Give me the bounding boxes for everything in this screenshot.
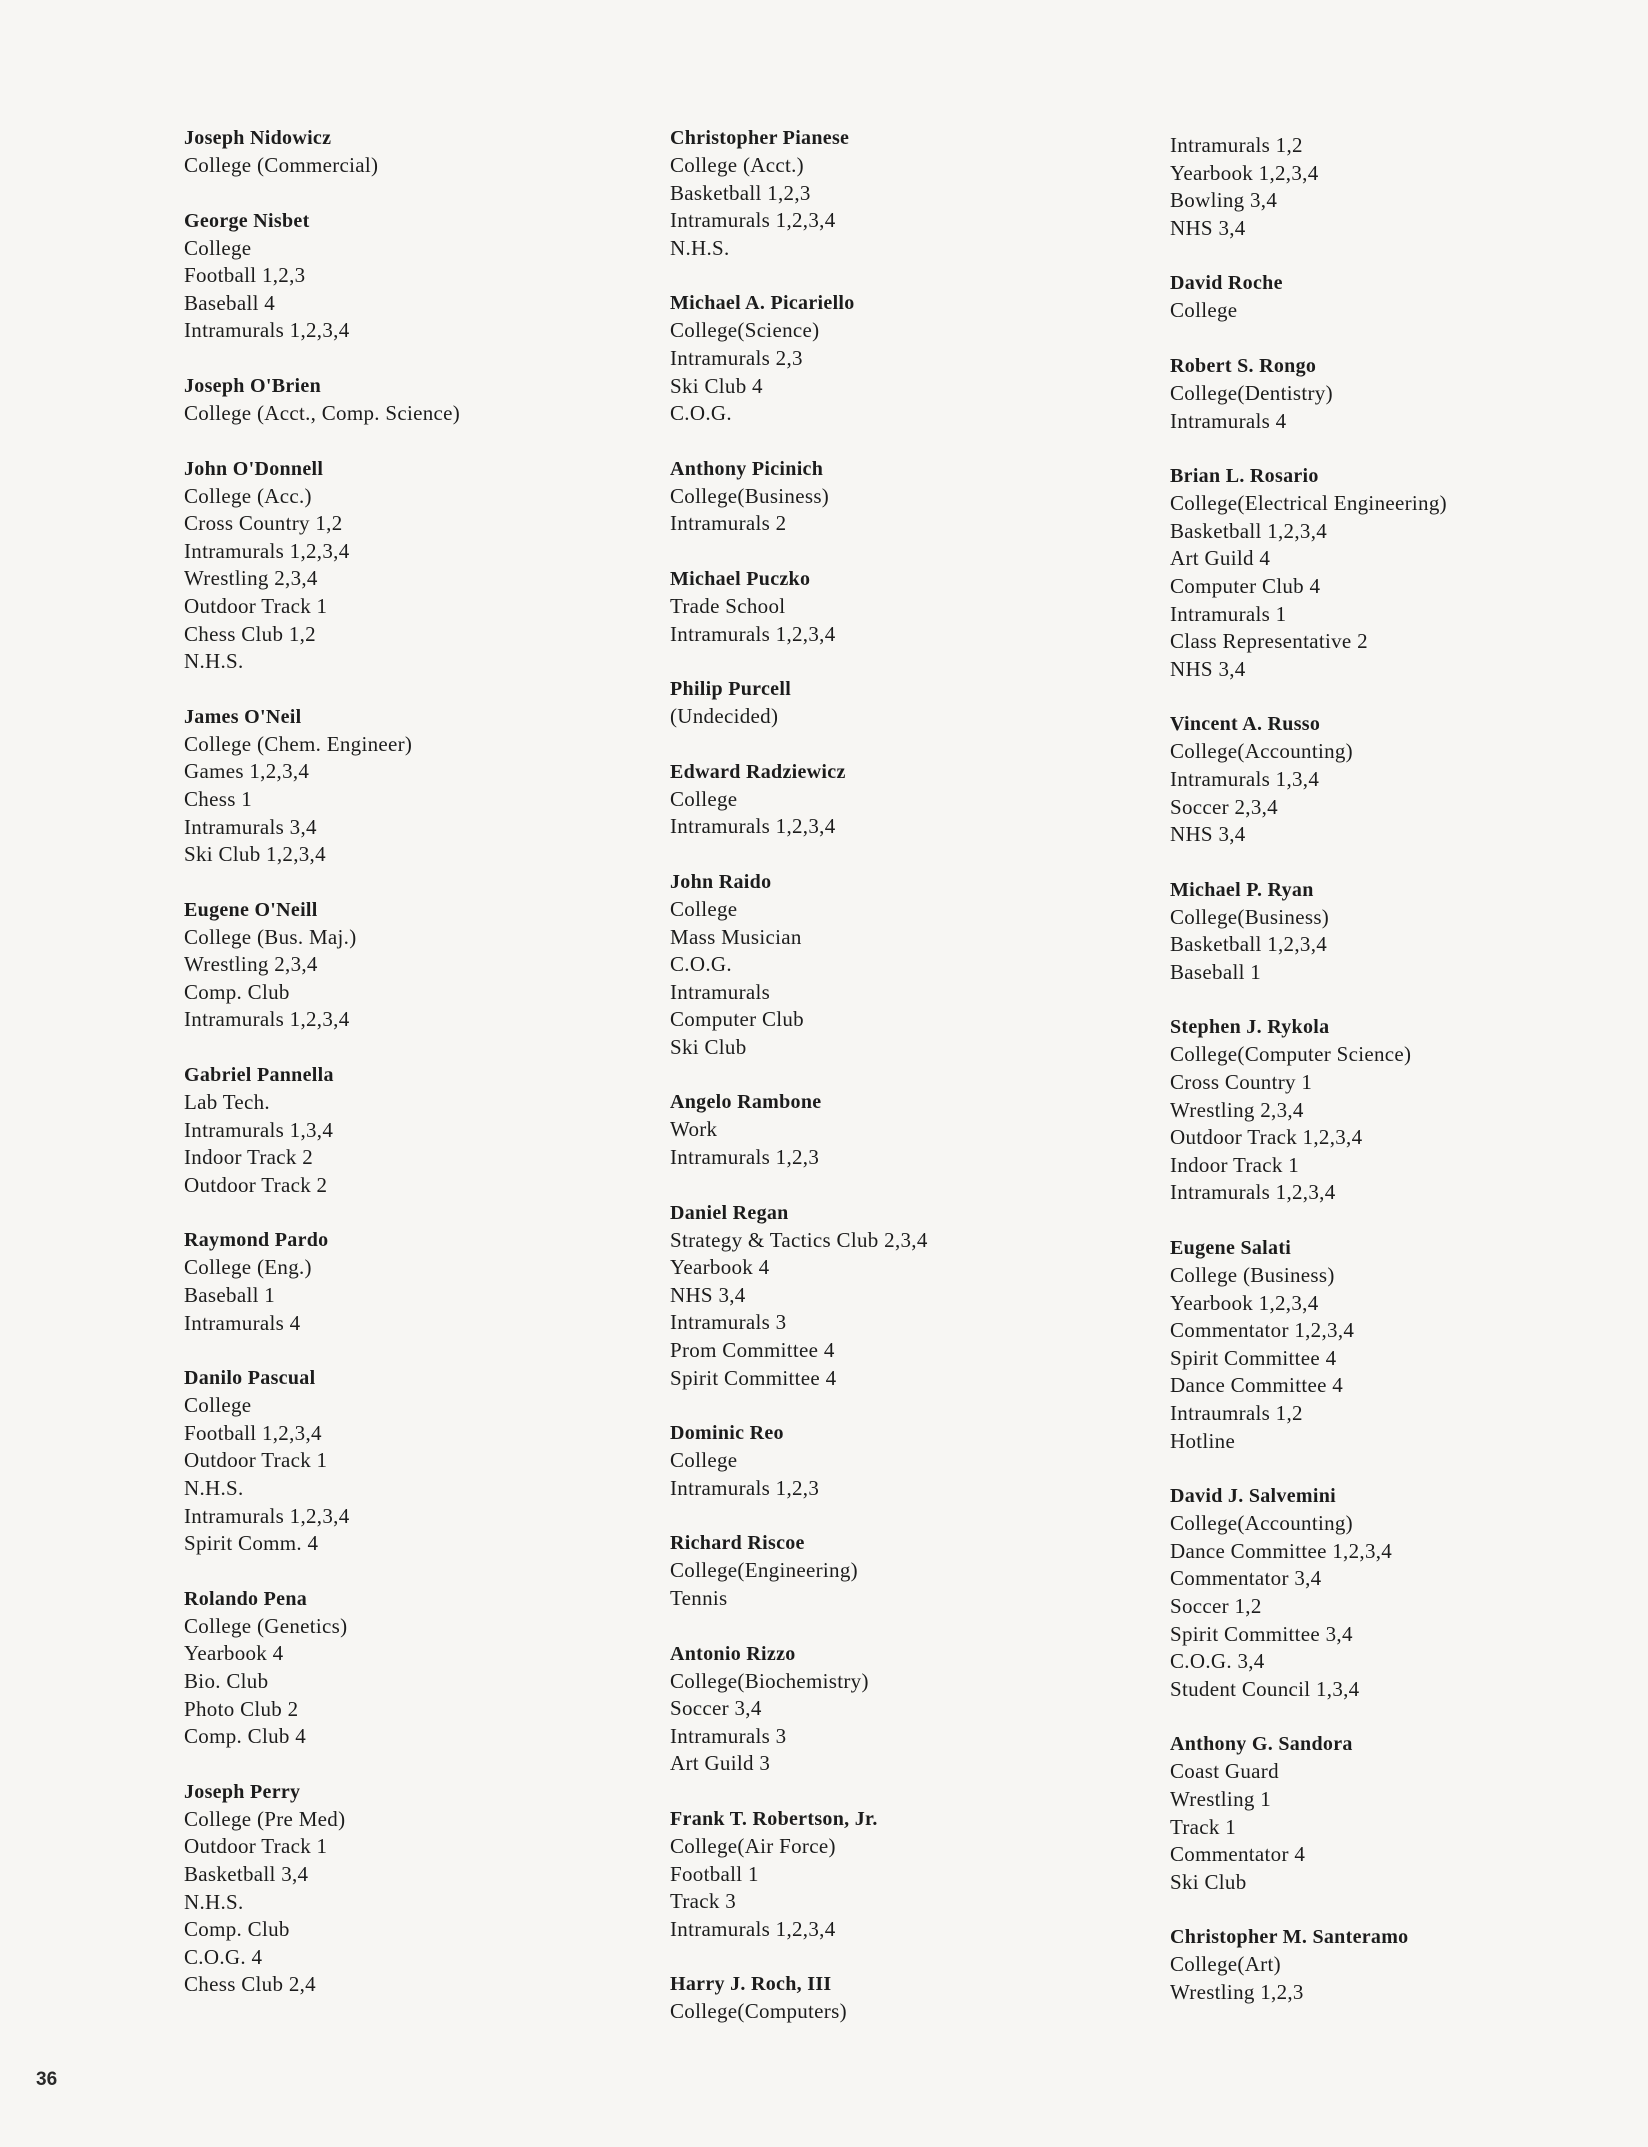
activity-line: Intramurals 1,2,3,4	[670, 814, 836, 839]
activity-line: College(Computer Science)	[1170, 1042, 1412, 1067]
student-entry	[670, 289, 1140, 427]
activity-line: Baseball 4	[184, 290, 276, 315]
student-entry	[184, 1061, 654, 1199]
student-entry	[670, 1199, 1140, 1393]
activity-line: Yearbook 4	[670, 1255, 770, 1280]
activity-line: Mass Musician	[670, 924, 802, 949]
student-entry	[670, 565, 1140, 648]
activity-line: College(Electrical Engineering)	[1170, 491, 1447, 516]
student-entry	[670, 1088, 1140, 1171]
page-number: 36	[36, 2069, 58, 2090]
activity-line: College(Accounting)	[1170, 1511, 1353, 1536]
activity-line: Football 1,2,3,4	[184, 1420, 322, 1445]
activity-line: Yearbook 1,2,3,4	[1170, 1290, 1319, 1315]
activity-line: Basketball 1,2,3	[670, 180, 811, 205]
activity-line: Ski Club	[1170, 1869, 1247, 1894]
student-name: Harry J. Roch, III	[670, 1973, 832, 1996]
activity-line: Intramurals 4	[184, 1310, 301, 1335]
student-name: Christopher M. Santeramo	[1170, 1926, 1409, 1949]
activity-line: Track 1	[1170, 1814, 1237, 1839]
activity-line: Intramurals 4	[1170, 408, 1287, 433]
student-entry	[670, 1640, 1140, 1778]
activity-line: Wrestling 2,3,4	[184, 952, 318, 977]
activity-line: College (Commercial)	[184, 153, 379, 177]
activity-line: Ski Club	[670, 1034, 747, 1059]
student-name: Rolando Pena	[184, 1587, 308, 1610]
activity-line: N.H.S.	[184, 649, 244, 674]
activity-line: N.H.S.	[184, 1476, 244, 1500]
activity-line: C.O.G. 3,4	[1170, 1649, 1265, 1674]
student-entry	[184, 455, 654, 676]
column-1	[184, 124, 654, 2026]
activity-line: Class Representative 2	[1170, 629, 1368, 654]
activity-line: Soccer 1,2	[1170, 1593, 1262, 1618]
student-name: James O'Neil	[184, 705, 302, 728]
activity-line: C.O.G.	[670, 952, 732, 977]
student-name: David J. Salvemini	[1170, 1485, 1336, 1508]
activity-line: College(Business)	[670, 483, 830, 508]
student-entry	[670, 1970, 1140, 2026]
activity-line: Commentator 1,2,3,4	[1170, 1318, 1355, 1343]
activity-line: Outdoor Track 1,2,3,4	[1170, 1125, 1363, 1150]
student-entry	[670, 1805, 1140, 1943]
activity-line: Baseball 1	[1170, 959, 1262, 984]
activity-line: College	[184, 235, 252, 260]
student-entry	[184, 703, 654, 869]
activity-line: College(Business)	[1170, 904, 1330, 929]
student-entry	[184, 1585, 654, 1751]
activity-line: Comp. Club	[184, 1917, 290, 1942]
activity-line: Bio. Club	[184, 1668, 269, 1693]
student-name: Robert S. Rongo	[1170, 354, 1317, 377]
activity-line: Games 1,2,3,4	[184, 759, 310, 784]
activity-line: (Undecided)	[670, 704, 779, 729]
activity-line: College	[670, 896, 738, 921]
student-name: George Nisbet	[184, 209, 310, 232]
student-entry	[1170, 1730, 1630, 1896]
student-name: Christopher Pianese	[670, 127, 850, 149]
activity-line: College	[184, 1393, 252, 1418]
student-name: Danilo Pascual	[184, 1367, 316, 1390]
activity-line: Intramurals 1,2	[1170, 133, 1303, 157]
activity-line: Intramurals 1	[1170, 601, 1287, 626]
student-entry	[1170, 1482, 1630, 1703]
activity-line: Strategy & Tactics Club 2,3,4	[670, 1227, 928, 1252]
activity-line: Ski Club 1,2,3,4	[184, 842, 326, 867]
student-name: Anthony G. Sandora	[1170, 1733, 1353, 1756]
student-entry	[670, 1529, 1140, 1612]
activity-line: Art Guild 3	[670, 1751, 771, 1776]
student-name: Eugene Salati	[1170, 1237, 1292, 1260]
student-entry	[1170, 1013, 1630, 1207]
activity-line: Computer Club 4	[1170, 573, 1321, 598]
activity-line: Computer Club	[670, 1007, 804, 1032]
student-name: Anthony Picinich	[670, 457, 824, 480]
student-name: Dominic Reo	[670, 1422, 784, 1445]
student-name: Stephen J. Rykola	[1170, 1016, 1330, 1039]
activity-line: College (Chem. Engineer)	[184, 731, 413, 756]
activity-line: Basketball 1,2,3,4	[1170, 518, 1328, 543]
activity-line: Intramurals 2	[670, 511, 787, 536]
activity-line: Intramurals 1,3,4	[1170, 766, 1320, 791]
activity-line: Photo Club 2	[184, 1696, 299, 1721]
student-name: Joseph Perry	[184, 1780, 301, 1803]
student-name: Joseph Nidowicz	[184, 127, 332, 149]
activity-line: Outdoor Track 1	[184, 1834, 328, 1859]
activity-line: Wrestling 2,3,4	[1170, 1097, 1304, 1122]
student-entry	[1170, 1234, 1630, 1455]
student-name: John Raido	[670, 870, 772, 893]
student-name: Angelo Rambone	[670, 1091, 822, 1114]
activity-line: Intramurals 3,4	[184, 814, 317, 839]
column-3	[1170, 124, 1630, 2034]
activity-line: Chess Club 1,2	[184, 621, 316, 646]
activity-line: NHS 3,4	[670, 1282, 746, 1307]
activity-line: College	[1170, 298, 1238, 323]
activity-line: Outdoor Track 2	[184, 1172, 328, 1197]
activity-line: Intramurals 3	[670, 1723, 787, 1748]
activity-line: Indoor Track 1	[1170, 1152, 1300, 1177]
activity-line: Lab Tech.	[184, 1090, 270, 1115]
activity-line: Outdoor Track 1	[184, 593, 328, 618]
activity-line: Intramurals 1,2,3,4	[184, 538, 350, 563]
student-entry	[1170, 710, 1630, 848]
activity-line: Intramurals 1,2,3,4	[670, 621, 836, 646]
student-name: Joseph O'Brien	[184, 374, 321, 397]
activity-line: Intramurals 1,2,3	[670, 1475, 820, 1500]
student-name: Raymond Pardo	[184, 1229, 329, 1252]
activity-line: Wrestling 1,2,3	[1170, 1979, 1304, 2004]
activity-line: College(Computers)	[670, 1999, 847, 2024]
activity-line: C.O.G. 4	[184, 1944, 263, 1969]
activity-line: Commentator 3,4	[1170, 1566, 1322, 1591]
activity-line: Spirit Committee 4	[1170, 1345, 1337, 1370]
activity-line: College(Air Force)	[670, 1833, 836, 1858]
activity-line: NHS 3,4	[1170, 656, 1246, 681]
activity-line: Baseball 1	[184, 1283, 276, 1308]
activity-line: Comp. Club	[184, 979, 290, 1004]
student-entry	[670, 455, 1140, 538]
activity-line: Intramurals 1,2,3,4	[1170, 1180, 1336, 1205]
activity-line: Intramurals 1,2,3,4	[670, 1916, 836, 1941]
activity-line: Commentator 4	[1170, 1842, 1306, 1867]
activity-line: Indoor Track 2	[184, 1145, 314, 1170]
activity-line: C.O.G.	[670, 401, 732, 426]
activity-line: Bowling 3,4	[1170, 188, 1278, 213]
activity-line: Intraumrals 1,2	[1170, 1401, 1303, 1425]
student-entry	[184, 124, 654, 180]
activity-line: College(Engineering)	[670, 1558, 858, 1583]
activity-line: College (Bus. Maj.)	[184, 924, 357, 949]
activity-line: Outdoor Track 1	[184, 1448, 328, 1473]
student-name: Antonio Rizzo	[670, 1642, 796, 1665]
activity-line: Yearbook 1,2,3,4	[1170, 160, 1319, 185]
activity-line: Basketball 3,4	[184, 1861, 309, 1886]
activity-line: Prom Committee 4	[670, 1338, 835, 1363]
student-entry	[670, 1419, 1140, 1502]
student-name: Vincent A. Russo	[1170, 713, 1321, 736]
student-entry	[184, 1226, 654, 1337]
student-entry	[1170, 132, 1630, 242]
student-name: Brian L. Rosario	[1170, 465, 1319, 488]
activity-line: College(Science)	[670, 318, 820, 343]
activity-line: Work	[670, 1117, 718, 1142]
activity-line: Chess 1	[184, 786, 253, 811]
activity-line: Dance Committee 4	[1170, 1373, 1344, 1398]
student-name: Richard Riscoe	[670, 1532, 805, 1555]
activity-line: Track 3	[670, 1889, 737, 1914]
student-entry	[1170, 352, 1630, 435]
student-name: Daniel Regan	[670, 1201, 789, 1224]
activity-line: Spirit Committee 3,4	[1170, 1621, 1353, 1646]
activity-line: Football 1	[670, 1861, 759, 1886]
activity-line: N.H.S.	[670, 235, 730, 260]
student-entry	[670, 675, 1140, 731]
student-entry	[184, 1364, 654, 1558]
activity-line: Dance Committee 1,2,3,4	[1170, 1538, 1393, 1563]
activity-line: College (Genetics)	[184, 1613, 348, 1638]
student-name: John O'Donnell	[184, 457, 324, 480]
student-name: Philip Purcell	[670, 678, 792, 701]
activity-line: College	[670, 786, 738, 811]
student-name: Eugene O'Neill	[184, 898, 318, 921]
activity-line: NHS 3,4	[1170, 215, 1246, 240]
student-entry	[184, 372, 654, 428]
activity-line: College(Biochemistry)	[670, 1668, 869, 1693]
activity-line: Wrestling 1	[1170, 1786, 1272, 1811]
activity-line: Spirit Comm. 4	[184, 1531, 319, 1556]
activity-line: Yearbook 4	[184, 1641, 284, 1666]
activity-line: Intramurals 1,2,3	[670, 1145, 820, 1170]
student-name: Michael Puczko	[670, 567, 811, 590]
student-entry	[184, 1778, 654, 1999]
student-entry	[670, 758, 1140, 841]
student-name: Michael P. Ryan	[1170, 878, 1314, 901]
activity-line: Comp. Club 4	[184, 1724, 307, 1749]
student-entry	[1170, 462, 1630, 683]
student-entry	[1170, 269, 1630, 325]
activity-line: N.H.S.	[184, 1889, 244, 1914]
student-entry	[1170, 876, 1630, 987]
activity-line: Art Guild 4	[1170, 546, 1271, 571]
activity-line: Basketball 1,2,3,4	[1170, 932, 1328, 957]
student-name: Michael A. Picariello	[670, 292, 855, 315]
activity-line: Intramurals 1,3,4	[184, 1117, 334, 1142]
activity-line: College (Eng.)	[184, 1255, 312, 1280]
activity-line: Cross Country 1,2	[184, 511, 343, 536]
student-entry	[184, 207, 654, 345]
student-entry	[1170, 1923, 1630, 2006]
activity-line: Chess Club 2,4	[184, 1972, 316, 1997]
activity-line: Spirit Committee 4	[670, 1365, 837, 1390]
activity-line: College (Acc.)	[184, 483, 312, 508]
activity-line: Intramurals	[670, 979, 771, 1004]
student-name: David Roche	[1170, 272, 1283, 295]
activity-line: College (Acct., Comp. Science)	[184, 400, 461, 425]
activity-line: Intramurals 3	[670, 1310, 787, 1335]
activity-line: Wrestling 2,3,4	[184, 566, 318, 591]
activity-line: NHS 3,4	[1170, 822, 1246, 847]
activity-line: College	[670, 1448, 738, 1473]
activity-line: College (Business)	[1170, 1263, 1335, 1288]
activity-line: Intramurals 1,2,3,4	[184, 1007, 350, 1032]
activity-line: Intramurals 2,3	[670, 345, 803, 370]
student-entry	[670, 124, 1140, 262]
activity-line: Hotline	[1170, 1428, 1236, 1453]
activity-line: College (Pre Med)	[184, 1806, 346, 1831]
column-2	[670, 124, 1140, 2053]
student-entry	[184, 896, 654, 1034]
student-name: Frank T. Robertson, Jr.	[670, 1807, 878, 1830]
activity-line: Soccer 3,4	[670, 1696, 762, 1721]
activity-line: Student Council 1,3,4	[1170, 1676, 1360, 1701]
activity-line: Trade School	[670, 593, 786, 618]
activity-line: Football 1,2,3	[184, 263, 306, 288]
student-name: Edward Radziewicz	[670, 760, 846, 783]
activity-line: College(Accounting)	[1170, 739, 1353, 764]
activity-line: Intramurals 1,2,3,4	[184, 318, 350, 343]
activity-line: Intramurals 1,2,3,4	[670, 208, 836, 233]
student-name: Gabriel Pannella	[184, 1064, 334, 1087]
activity-line: Intramurals 1,2,3,4	[184, 1503, 350, 1528]
activity-line: Coast Guard	[1170, 1759, 1279, 1784]
student-entry	[670, 868, 1140, 1062]
activity-line: Soccer 2,3,4	[1170, 794, 1278, 819]
activity-line: College(Art)	[1170, 1952, 1281, 1977]
activity-line: Tennis	[670, 1586, 728, 1610]
activity-line: Ski Club 4	[670, 373, 763, 398]
activity-line: Cross Country 1	[1170, 1070, 1313, 1095]
activity-line: College (Acct.)	[670, 153, 804, 177]
activity-line: College(Dentistry)	[1170, 380, 1333, 405]
